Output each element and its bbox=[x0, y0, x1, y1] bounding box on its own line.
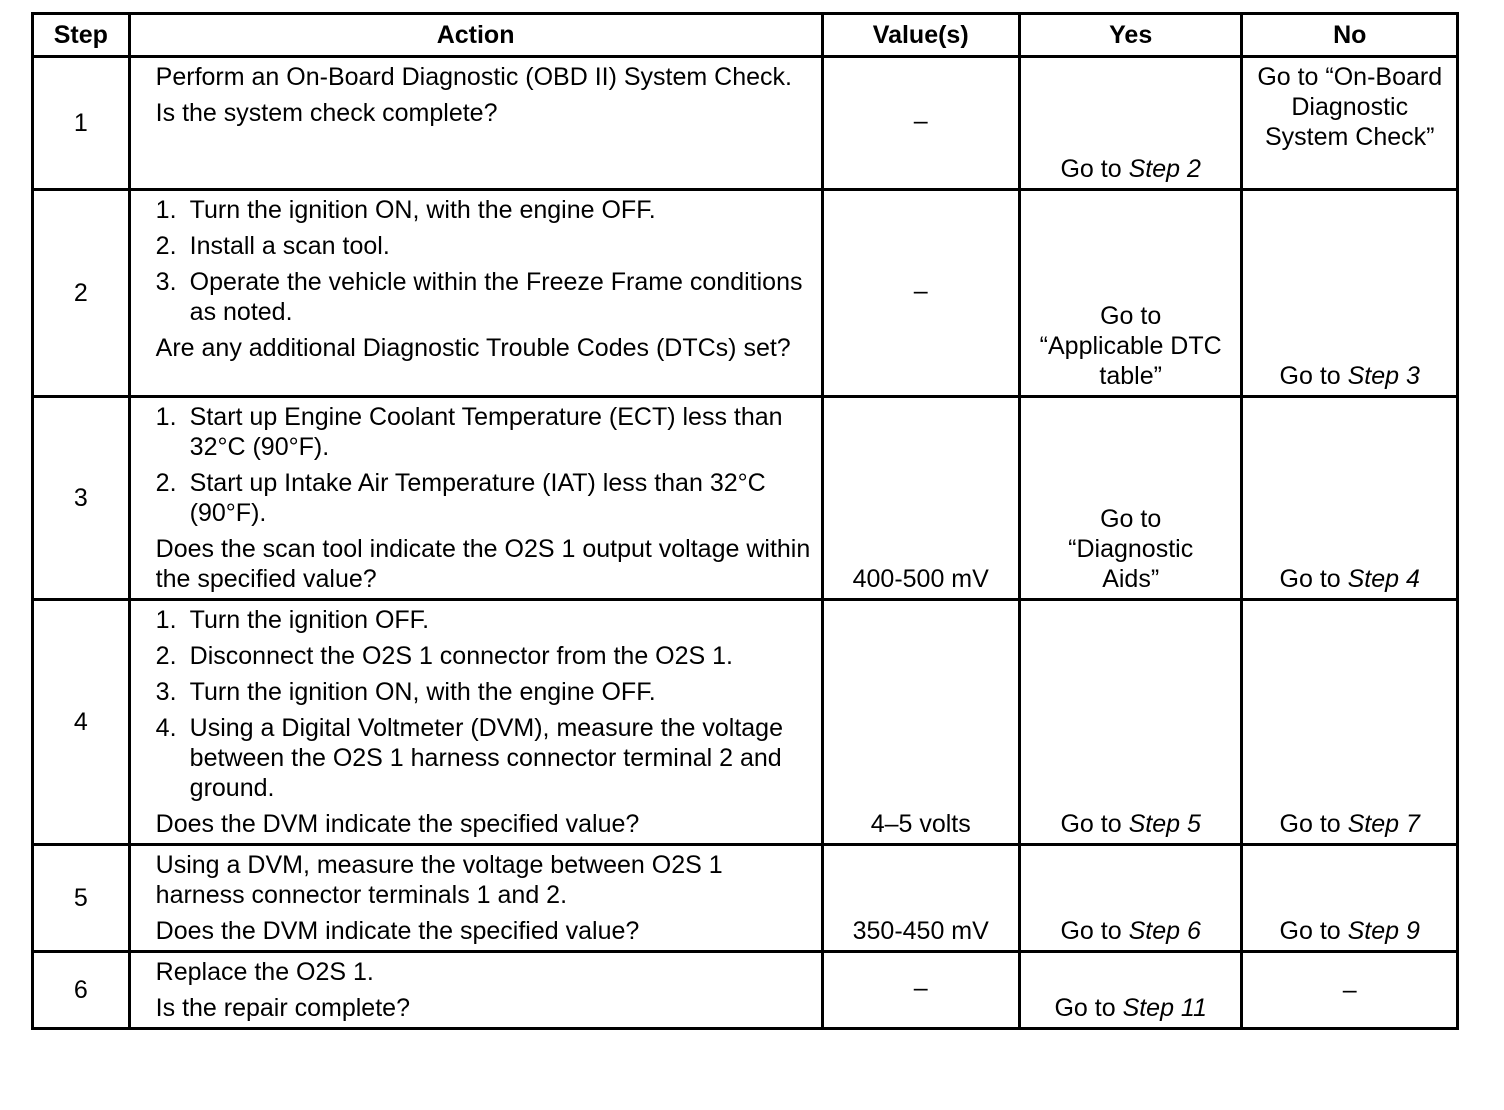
yes-cell bbox=[1019, 190, 1242, 397]
no-cell bbox=[1242, 397, 1458, 600]
no-text: Go to “On-Board Diagnostic System Check” bbox=[1257, 63, 1443, 151]
item-number: 1. bbox=[155, 196, 177, 224]
header-yes: Yes bbox=[1019, 14, 1242, 57]
no-cell bbox=[1242, 57, 1458, 190]
no-cell bbox=[1242, 845, 1458, 952]
step-number: 2 bbox=[33, 190, 130, 397]
action-text: Using a DVM, measure the voltage between O2S 1 harness connector terminals 1 and 2. bbox=[155, 851, 723, 909]
value-cell: 350-450 mV bbox=[822, 845, 1019, 952]
yes-cell bbox=[1019, 845, 1242, 952]
action-question: Is the repair complete? bbox=[155, 994, 410, 1022]
yes-step-ref: Step 2 bbox=[1128, 155, 1201, 183]
action-question: Does the DVM indicate the specified value? bbox=[155, 917, 640, 945]
yes-prefix: Go to bbox=[1060, 810, 1129, 838]
action-question: Does the scan tool indicate the O2S 1 output voltage within the specified value? bbox=[155, 535, 811, 593]
item-text: Start up Engine Coolant Temperature (ECT) less than 32°C (90°F). bbox=[189, 403, 783, 461]
action-cell bbox=[129, 952, 822, 1029]
yes-cell bbox=[1019, 600, 1242, 845]
yes-cell bbox=[1019, 952, 1242, 1029]
item-text: Using a Digital Voltmeter (DVM), measure the voltage between the O2S 1 harness connector terminal 2 and ground. bbox=[189, 714, 783, 802]
no-prefix: Go to bbox=[1279, 565, 1348, 593]
header-step: Step bbox=[33, 14, 130, 57]
item-number: 2. bbox=[155, 469, 177, 497]
action-cell bbox=[129, 57, 822, 190]
item-text: Turn the ignition OFF. bbox=[189, 606, 430, 634]
no-step-ref: Step 9 bbox=[1347, 917, 1420, 945]
step-number: 3 bbox=[33, 397, 130, 600]
no-cell bbox=[1242, 190, 1458, 397]
value-cell: 4–5 volts bbox=[822, 600, 1019, 845]
step-number: 1 bbox=[33, 57, 130, 190]
no-prefix: Go to bbox=[1279, 362, 1348, 390]
item-number: 3. bbox=[155, 268, 177, 296]
item-text: Start up Intake Air Temperature (IAT) less than 32°C (90°F). bbox=[189, 469, 766, 527]
list-item bbox=[156, 713, 813, 803]
item-number: 1. bbox=[155, 403, 177, 431]
action-cell bbox=[129, 397, 822, 600]
list-item bbox=[156, 195, 813, 225]
item-text: Turn the ignition ON, with the engine OFF. bbox=[189, 678, 656, 706]
diagnostic-table bbox=[31, 12, 1459, 1030]
item-text: Operate the vehicle within the Freeze Frame conditions as noted. bbox=[189, 268, 803, 326]
no-step-ref: Step 4 bbox=[1347, 565, 1420, 593]
value-cell: – bbox=[822, 57, 1019, 190]
item-text: Disconnect the O2S 1 connector from the O2S 1. bbox=[189, 642, 734, 670]
header-values: Value(s) bbox=[822, 14, 1019, 57]
no-prefix: Go to bbox=[1279, 810, 1348, 838]
value-cell: 400-500 mV bbox=[822, 397, 1019, 600]
header-row bbox=[33, 14, 1458, 57]
step-number: 6 bbox=[33, 952, 130, 1029]
yes-text: Go to “Diagnostic Aids” bbox=[1068, 505, 1194, 593]
header-action: Action bbox=[129, 14, 822, 57]
list-item bbox=[156, 231, 813, 261]
item-number: 1. bbox=[155, 606, 177, 634]
action-question: Does the DVM indicate the specified value? bbox=[155, 810, 640, 838]
list-item bbox=[156, 402, 813, 462]
yes-text: Go to “Applicable DTC table” bbox=[1039, 302, 1222, 390]
yes-prefix: Go to bbox=[1060, 917, 1129, 945]
table-row bbox=[33, 952, 1458, 1029]
list-item bbox=[156, 468, 813, 528]
action-cell bbox=[129, 845, 822, 952]
table-row bbox=[33, 600, 1458, 845]
yes-cell bbox=[1019, 57, 1242, 190]
no-cell bbox=[1242, 600, 1458, 845]
list-item bbox=[156, 605, 813, 635]
action-text: Replace the O2S 1. bbox=[155, 958, 374, 986]
item-number: 2. bbox=[155, 232, 177, 260]
table-row bbox=[33, 57, 1458, 190]
item-number: 2. bbox=[155, 642, 177, 670]
yes-cell bbox=[1019, 397, 1242, 600]
no-step-ref: Step 7 bbox=[1347, 810, 1420, 838]
yes-step-ref: Step 5 bbox=[1128, 810, 1201, 838]
no-cell: – bbox=[1242, 952, 1458, 1029]
yes-step-ref: Step 6 bbox=[1128, 917, 1201, 945]
yes-step-ref: Step 11 bbox=[1122, 994, 1207, 1022]
item-number: 3. bbox=[155, 678, 177, 706]
no-step-ref: Step 3 bbox=[1347, 362, 1420, 390]
yes-prefix: Go to bbox=[1060, 155, 1129, 183]
action-cell bbox=[129, 600, 822, 845]
action-question: Is the system check complete? bbox=[155, 99, 498, 127]
no-prefix: Go to bbox=[1279, 917, 1348, 945]
list-item bbox=[156, 267, 813, 327]
item-text: Turn the ignition ON, with the engine OFF. bbox=[189, 196, 656, 224]
yes-prefix: Go to bbox=[1054, 994, 1123, 1022]
action-question: Are any additional Diagnostic Trouble Codes (DTCs) set? bbox=[155, 334, 791, 362]
value-cell: – bbox=[822, 190, 1019, 397]
action-text: Perform an On-Board Diagnostic (OBD II) System Check. bbox=[155, 63, 792, 91]
table-row bbox=[33, 845, 1458, 952]
table-row bbox=[33, 397, 1458, 600]
list-item bbox=[156, 641, 813, 671]
header-no: No bbox=[1242, 14, 1458, 57]
step-number: 5 bbox=[33, 845, 130, 952]
list-item bbox=[156, 677, 813, 707]
table-row bbox=[33, 190, 1458, 397]
item-text: Install a scan tool. bbox=[189, 232, 390, 260]
item-number: 4. bbox=[155, 714, 177, 742]
action-cell bbox=[129, 190, 822, 397]
step-number: 4 bbox=[33, 600, 130, 845]
value-cell: – bbox=[822, 952, 1019, 1029]
